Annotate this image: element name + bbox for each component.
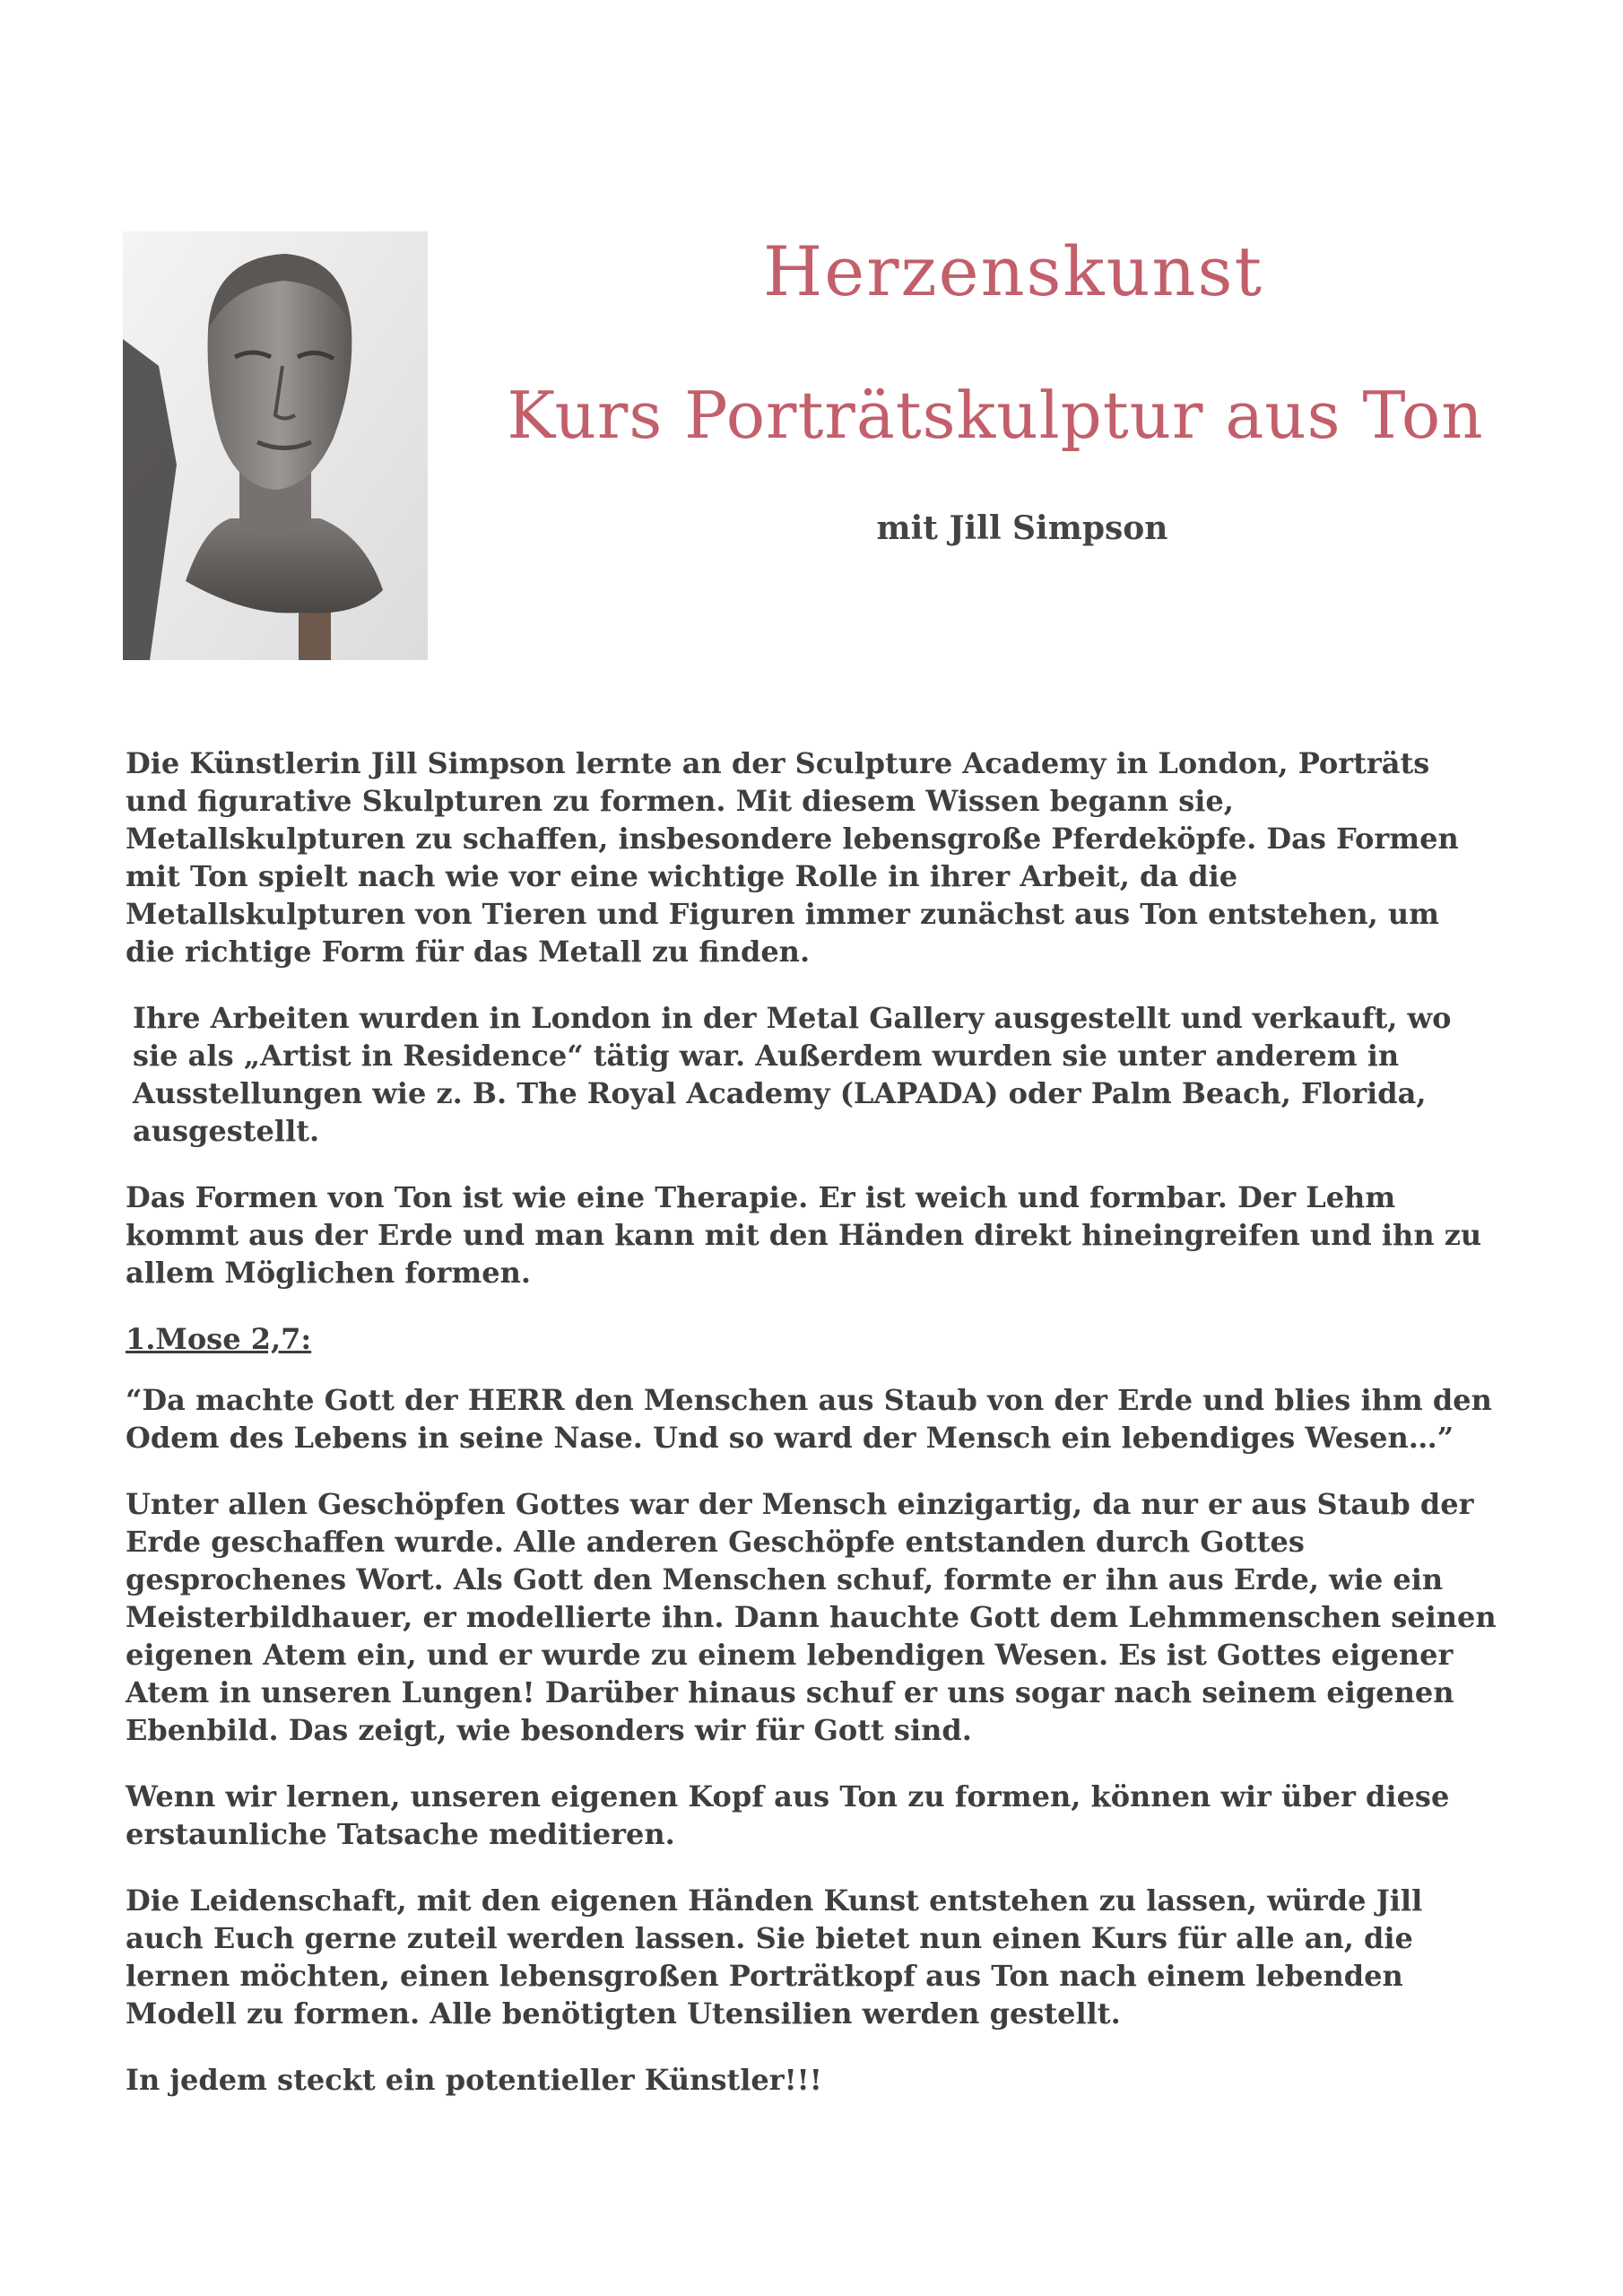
body-text	[126, 744, 1497, 2127]
paragraph: Wenn wir lernen, unseren eigenen Kopf aus Ton zu formen, können wir über diese erstaunliche Tatsache meditieren.	[126, 1779, 1450, 1851]
paragraph: Ihre Arbeiten wurden in London in der Metal Gallery ausgestellt und verkauft, wo sie als „Artist in Residence“ tätig war. Außerdem wurden sie unter anderem in Ausstellungen wie z. B. The Royal Academy (LAPADA) oder Palm Beach, Florida, ausgestellt.	[133, 1001, 1452, 1148]
paragraph: Das Formen von Ton ist wie eine Therapie. Er ist weich und formbar. Der Lehm kommt aus der Erde und man kann mit den Händen direkt hineingreifen und ihn zu allem Möglichen formen.	[126, 1180, 1482, 1290]
paragraph: Die Künstlerin Jill Simpson lernte an der Sculpture Academy in London, Porträts und figurative Skulpturen zu formen. Mit diesem Wissen begann sie, Metallskulpturen zu schaffen, insbesondere lebensgroße Pferdeköpfe. Das Formen mit Ton spielt nach wie vor eine wichtige Rolle in ihrer Arbeit, da die Metallskulpturen von Tieren und Figuren immer zunächst aus Ton entstehen, um die richtige Form für das Metall zu finden.	[126, 746, 1459, 969]
bible-quote: “Da machte Gott der HERR den Menschen aus Staub von der Erde und blies ihm den Odem des Lebens in seine Nase. Und so ward der Mensch ein lebendiges Wesen…”	[126, 1383, 1492, 1455]
closing-line: In jedem steckt ein potentieller Künstler!!!	[126, 2063, 822, 2097]
sculpture-portrait-photo	[123, 231, 428, 660]
page-title: Herzenskunst	[762, 231, 1264, 311]
course-title: Kurs Porträtskulptur aus Ton	[507, 378, 1484, 453]
subtitle: mit Jill Simpson	[876, 509, 1168, 547]
paragraph: Unter allen Geschöpfen Gottes war der Mensch einzigartig, da nur er aus Staub der Erde geschaffen wurde. Alle anderen Geschöpfe entstanden durch Gottes gesprochenes Wort. Als Gott den Menschen schuf, formte er ihn aus Erde, wie ein Meisterbildhauer, er modellierte ihn. Dann hauchte Gott dem Lehmmenschen seinen eigenen Atem ein, und er wurde zu einem lebendigen Wesen. Es ist Gottes eigener Atem in unseren Lungen! Darüber hinaus schuf er uns sogar nach seinem eigenen Ebenbild. Das zeigt, wie besonders wir für Gott sind.	[126, 1487, 1497, 1747]
bible-reference: 1.Mose 2,7:	[126, 1322, 312, 1356]
paragraph: Die Leidenschaft, mit den eigenen Händen Kunst entstehen zu lassen, würde Jill auch Euch gerne zuteil werden lassen. Sie bietet nun einen Kurs für alle an, die lernen möchten, einen lebensgroßen Porträtkopf aus Ton nach einem lebenden Modell zu formen. Alle benötigten Utensilien werden gestellt.	[126, 1883, 1423, 2031]
